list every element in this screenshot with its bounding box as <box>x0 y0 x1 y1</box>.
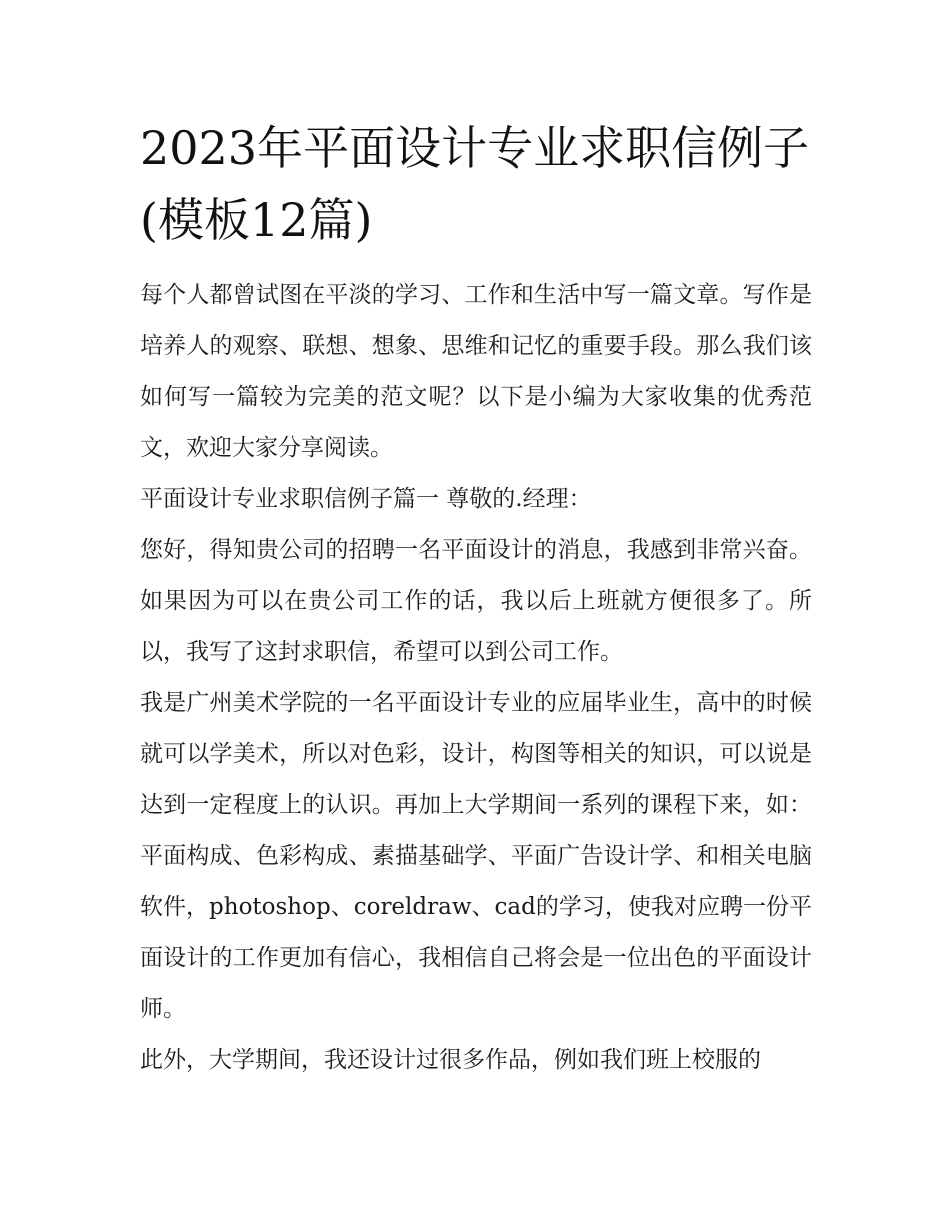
paragraph-greeting: 您好，得知贵公司的招聘一名平面设计的消息，我感到非常兴奋。如果因为可以在贵公司工作的话，我以后上班就方便很多了。所以，我写了这封求职信，希望可以到公司工作。 <box>140 537 812 665</box>
paragraph-section-heading: 平面设计专业求职信例子篇一 尊敬的.经理： <box>140 486 592 512</box>
paragraph-background: 我是广州美术学院的一名平面设计专业的应届毕业生，高中的时候就可以学美术，所以对色彩，设计，构图等相关的知识，可以说是达到一定程度上的认识。再加上大学期间一系列的课程下来，如：平面构成、色彩构成、素描基础学、平面广告设计学、和相关电脑软件，photoshop、coreldraw、cad的学习，使我对应聘一份平面设计的工作更加有信心，我相信自己将会是一位出色的平面设计师。 <box>140 690 812 1022</box>
paragraph-intro: 每个人都曾试图在平淡的学习、工作和生活中写一篇文章。写作是培养人的观察、联想、想象、思维和记忆的重要手段。那么我们该如何写一篇较为完美的范文呢？以下是小编为大家收集的优秀范文，欢迎大家分享阅读。 <box>140 282 812 461</box>
document-title: 2023年平面设计专业求职信例子(模板12篇) <box>140 121 810 247</box>
document-page <box>140 112 812 1086</box>
document-body <box>140 270 812 1086</box>
paragraph-works: 此外，大学期间，我还设计过很多作品，例如我们班上校服的 <box>140 1047 761 1073</box>
